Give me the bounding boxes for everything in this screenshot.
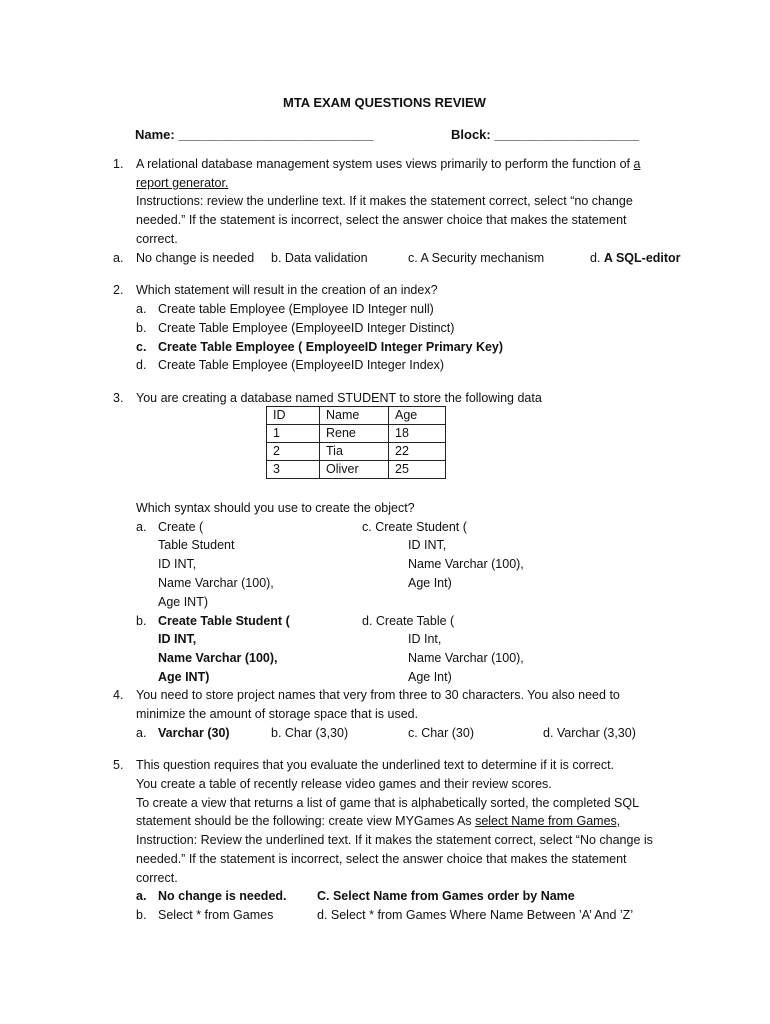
option-letter: b. bbox=[136, 321, 147, 335]
page-title: MTA EXAM QUESTIONS REVIEW bbox=[283, 95, 486, 110]
question-number: 3. bbox=[113, 391, 124, 405]
option-d: d. Select * from Games Where Name Between ’A’ And ’Z’ bbox=[317, 908, 634, 922]
table-header-row bbox=[267, 407, 446, 425]
option-b: Create Table Employee (EmployeeID Integer Distinct) bbox=[158, 321, 455, 335]
table-cell: 3 bbox=[267, 461, 320, 479]
option-letter: a. bbox=[136, 302, 147, 316]
table-header-cell: ID bbox=[267, 407, 320, 425]
table-cell: 18 bbox=[389, 425, 446, 443]
question-text-part: statement should be the following: create view MYGames As bbox=[136, 814, 472, 828]
table-cell: 1 bbox=[267, 425, 320, 443]
option-d-line: d. Create Table ( bbox=[362, 614, 455, 628]
block-field-label: Block: ____________________ bbox=[451, 127, 639, 142]
table-cell: Rene bbox=[320, 425, 389, 443]
instruction-line: needed.” If the statement is incorrect, select the answer choice that makes the statement bbox=[136, 852, 627, 866]
option-a-line: ID INT, bbox=[158, 557, 197, 571]
option-d: d. Varchar (3,30) bbox=[543, 726, 636, 740]
question-number: 1. bbox=[113, 157, 124, 171]
table-row bbox=[267, 443, 446, 461]
option-letter: b. bbox=[136, 908, 147, 922]
option-letter: d. bbox=[136, 358, 147, 372]
option-d: Create Table Employee (EmployeeID Integer Index) bbox=[158, 358, 445, 372]
option-c: c. Char (30) bbox=[408, 726, 474, 740]
question-number: 4. bbox=[113, 688, 124, 702]
instruction-line: Instructions: review the underline text. If it makes the statement correct, select “no change bbox=[136, 194, 633, 208]
underlined-text: select Name from Games, bbox=[475, 814, 621, 828]
option-b-line: Create Table Student ( bbox=[158, 614, 290, 628]
question-text: You create a table of recently release video games and their review scores. bbox=[136, 777, 552, 791]
table-cell: Oliver bbox=[320, 461, 389, 479]
student-data-table bbox=[266, 406, 446, 479]
option-a: No change is needed. bbox=[158, 889, 287, 903]
question-text: To create a view that returns a list of game that is alphabetically sorted, the completed SQL bbox=[136, 796, 640, 810]
table-row bbox=[267, 425, 446, 443]
option-d-line: ID Int, bbox=[408, 632, 442, 646]
instruction-line: correct. bbox=[136, 232, 178, 246]
option-b-line: Name Varchar (100), bbox=[158, 651, 278, 665]
option-c: C. Select Name from Games order by Name bbox=[317, 889, 575, 903]
option-b-line: ID INT, bbox=[158, 632, 197, 646]
table-row bbox=[267, 461, 446, 479]
question-text: minimize the amount of storage space that is used. bbox=[136, 707, 419, 721]
option-c-line: Name Varchar (100), bbox=[408, 557, 524, 571]
question-text: This question requires that you evaluate the underlined text to determine if it is correct. bbox=[136, 758, 615, 772]
option-letter: b. bbox=[136, 614, 147, 628]
option-d-line: Age Int) bbox=[408, 670, 452, 684]
question-text: You need to store project names that very from three to 30 characters. You also need to bbox=[136, 688, 620, 702]
underlined-text: report generator. bbox=[136, 176, 229, 190]
question-text-part: A relational database management system uses views primarily to perform the function of bbox=[136, 157, 630, 171]
option-a: No change is needed bbox=[136, 251, 255, 265]
option-letter: a. bbox=[136, 726, 147, 740]
name-field-label: Name: ___________________________ bbox=[135, 127, 374, 142]
question-text bbox=[136, 155, 640, 173]
option-c: c. A Security mechanism bbox=[408, 251, 545, 265]
option-letter: c. bbox=[136, 340, 147, 354]
table-header-cell: Name bbox=[320, 407, 389, 425]
option-letter: a. bbox=[136, 889, 147, 903]
option-a-line: Create ( bbox=[158, 520, 204, 534]
underlined-text: a bbox=[633, 157, 641, 171]
option-b: b. Char (3,30) bbox=[271, 726, 349, 740]
option-letter: a. bbox=[113, 251, 124, 265]
option-b-line: Age INT) bbox=[158, 670, 210, 684]
option-a-line: Age INT) bbox=[158, 595, 209, 609]
option-letter: d. bbox=[590, 251, 601, 265]
table-cell: Tia bbox=[320, 443, 389, 461]
table-header-cell: Age bbox=[389, 407, 446, 425]
question-text: Which statement will result in the creation of an index? bbox=[136, 283, 438, 297]
option-text-correct: A SQL-editor bbox=[603, 251, 681, 265]
option-a-line: Name Varchar (100), bbox=[158, 576, 274, 590]
table-cell: 25 bbox=[389, 461, 446, 479]
option-a-line: Table Student bbox=[158, 538, 235, 552]
option-d bbox=[590, 249, 681, 267]
option-c-line: ID INT, bbox=[408, 538, 447, 552]
option-b: b. Data validation bbox=[271, 251, 368, 265]
table-cell: 2 bbox=[267, 443, 320, 461]
option-c-line: Age Int) bbox=[408, 576, 452, 590]
question-text: You are creating a database named STUDENT to store the following data bbox=[136, 391, 542, 405]
option-c-line: c. Create Student ( bbox=[362, 520, 467, 534]
question-text bbox=[136, 812, 620, 830]
option-b: Select * from Games bbox=[158, 908, 274, 922]
option-a: Varchar (30) bbox=[158, 726, 230, 740]
option-d-line: Name Varchar (100), bbox=[408, 651, 524, 665]
instruction-line: needed.” If the statement is incorrect, select the answer choice that makes the statement bbox=[136, 213, 627, 227]
table-cell: 22 bbox=[389, 443, 446, 461]
option-a: Create table Employee (Employee ID Integer null) bbox=[158, 302, 434, 316]
option-letter: a. bbox=[136, 520, 147, 534]
instruction-line: correct. bbox=[136, 871, 178, 885]
option-c: Create Table Employee ( EmployeeID Integer Primary Key) bbox=[158, 340, 504, 354]
question-subtext: Which syntax should you use to create the object? bbox=[136, 501, 415, 515]
instruction-line: Instruction: Review the underlined text. If it makes the statement correct, select “No change is bbox=[136, 833, 653, 847]
question-number: 5. bbox=[113, 758, 124, 772]
question-number: 2. bbox=[113, 283, 124, 297]
